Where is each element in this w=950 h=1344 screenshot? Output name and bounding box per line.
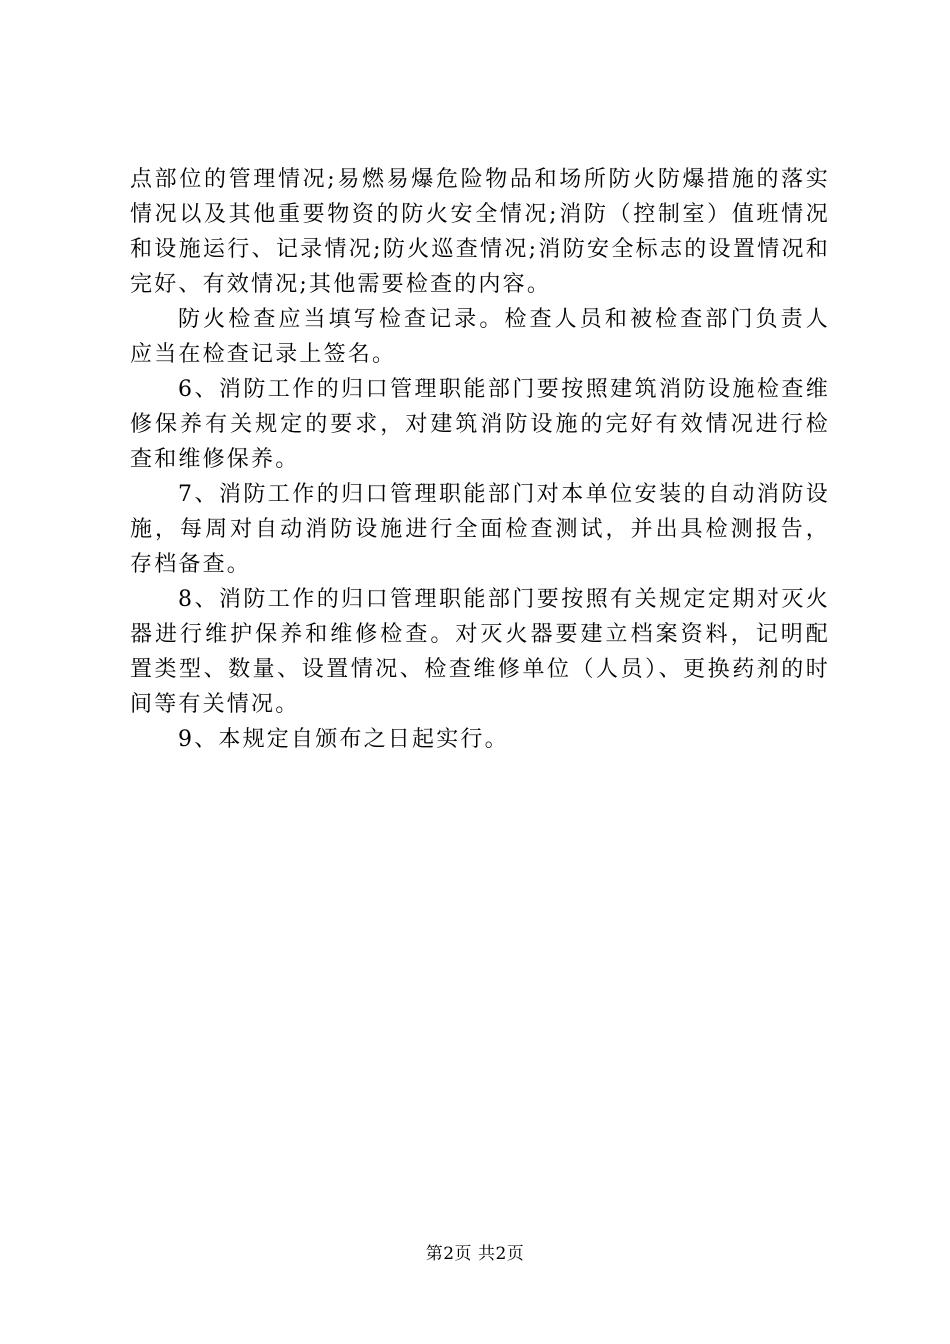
paragraph-item-8: 8、消防工作的归口管理职能部门要按照有关规定定期对灭火器进行维护保养和维修检查。对灭火器要建立档案资料，记明配置类型、数量、设置情况、检查维修单位（人员）、更换药剂的时间等有关情况。 <box>130 587 830 717</box>
paragraph-item-7: 7、消防工作的归口管理职能部门对本单位安装的自动消防设施，每周对自动消防设施进行全面检查测试，并出具检测报告，存档备查。 <box>130 482 830 577</box>
document-body <box>130 162 830 757</box>
paragraph-item-9: 9、本规定自颁布之日起实行。 <box>178 727 509 752</box>
page-number-footer: 第2页 共2页 <box>425 1244 525 1264</box>
paragraph-item-6: 6、消防工作的归口管理职能部门要按照建筑消防设施检查维修保养有关规定的要求，对建筑消防设施的完好有效情况进行检查和维修保养。 <box>130 377 830 472</box>
paragraph-inspection-record: 防火检查应当填写检查记录。检查人员和被检查部门负责人应当在检查记录上签名。 <box>130 307 830 367</box>
paragraph-continued: 点部位的管理情况;易燃易爆危险物品和场所防火防爆措施的落实情况以及其他重要物资的防火安全情况;消防（控制室）值班情况和设施运行、记录情况;防火巡查情况;消防安全标志的设置情况和完好、有效情况;其他需要检查的内容。 <box>130 167 830 297</box>
